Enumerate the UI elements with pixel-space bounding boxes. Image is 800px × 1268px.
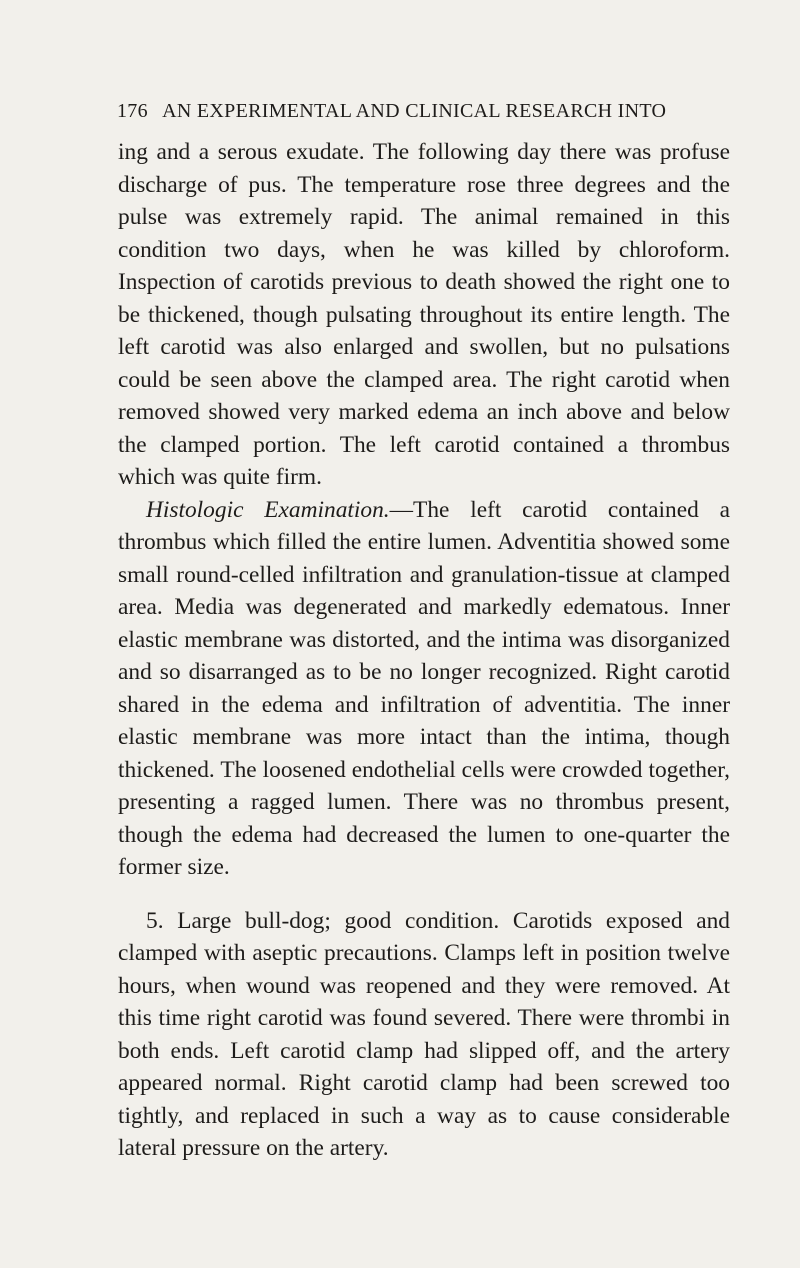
paragraph-histologic-examination	[118, 494, 730, 884]
paragraph-case-5	[118, 905, 730, 1165]
body-text	[118, 136, 730, 1165]
paragraph-text: 5. Large bull-dog; good condition. Carotids exposed and clamped with aseptic precautions. Clamps left in position twelve hours, when wound was reopened and they were removed. At this time right carotid was found severed. There were thrombi in both ends. Left carotid clamp had slipped off, and the artery appeared normal. Right carotid clamp had been screwed too tightly, and replaced in such a way as to cause considerable lateral pressure on the artery.	[118, 907, 730, 1161]
paragraph-text: ing and a serous exudate. The following day there was profuse discharge of pus. The temperature rose three degrees and the pulse was extremely rapid. The animal remained in this condition two days, when he was killed by chloroform. Inspection of carotids previous to death showed the right one to be thickened, though pulsating throughout its entire length. The left carotid was also enlarged and swollen, but no pulsations could be seen above the clamped area. The right carotid when removed showed very marked edema an inch above and below the clamped portion. The left carotid contained a thrombus which was quite firm.	[118, 139, 730, 490]
running-title: AN EXPERIMENTAL AND CLINICAL RESEARCH INTO	[162, 100, 667, 122]
paragraph-heading: Histologic Examination.	[146, 496, 390, 523]
running-head	[117, 100, 717, 123]
paragraph-continuation	[118, 136, 730, 494]
page-number: 176	[117, 100, 148, 122]
paragraph-text: —The left carotid contained a thrombus which filled the entire lumen. Adventitia showed some small round-celled infiltration and granulation-tissue at clamped area. Media was degenerated and markedly edematous. Inner elastic membrane was distorted, and the intima was disorganized and so disarranged as to be no longer recognized. Right carotid shared in the edema and infiltration of adventitia. The inner elastic membrane was more intact than the intima, though thickened. The loosened endothelial cells were crowded together, presenting a ragged lumen. There was no thrombus present, though the edema had decreased the lumen to one-quarter the former size.	[118, 496, 731, 880]
